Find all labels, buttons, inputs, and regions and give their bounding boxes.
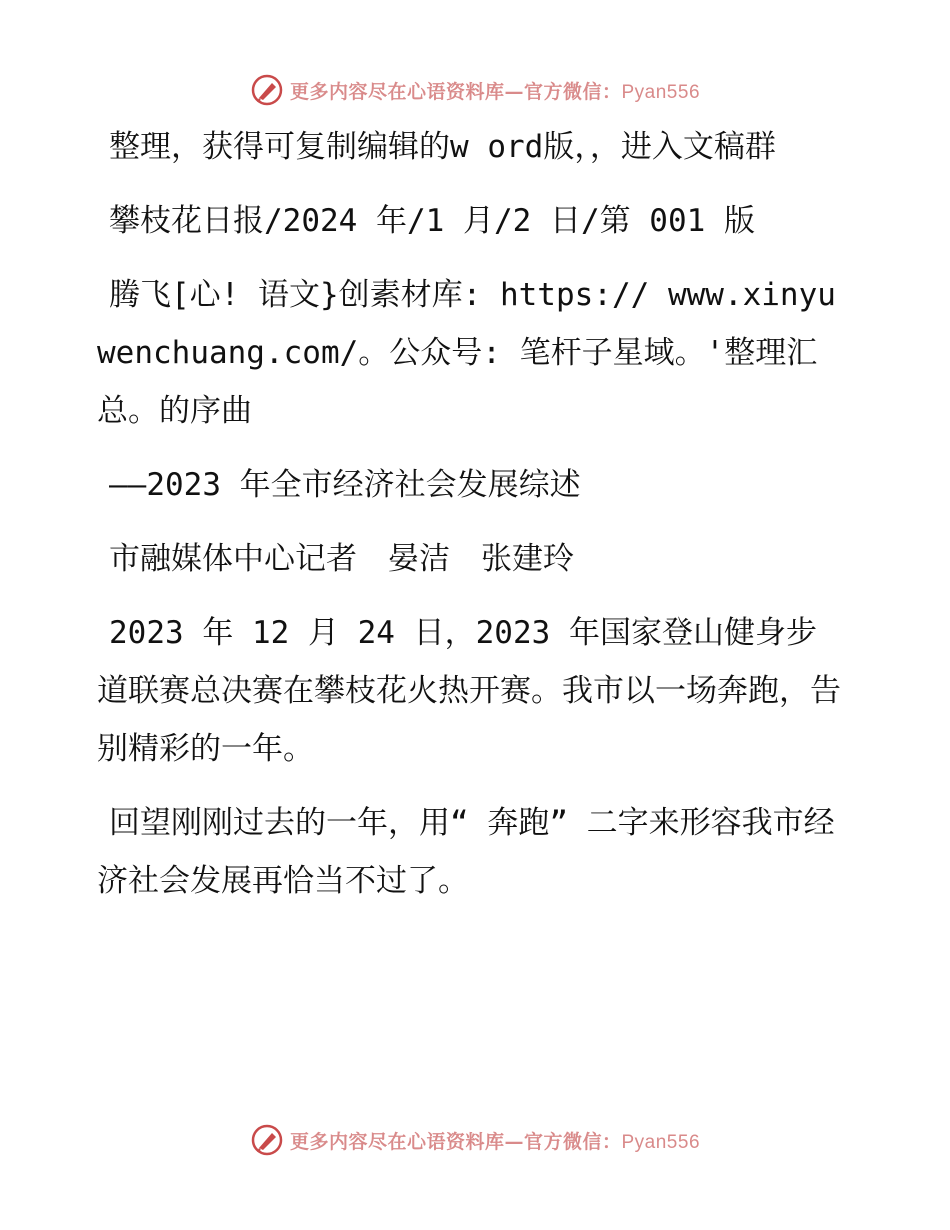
watermark-dash: — (504, 1130, 524, 1153)
watermark-contact-label: 官方微信： (523, 1130, 622, 1153)
document-body (97, 118, 842, 926)
paragraph-byline: 市融媒体中心记者 晏洁 张建玲 (109, 541, 574, 577)
watermark-text (290, 1127, 700, 1154)
watermark-contact-value: Pyan556 (621, 1131, 701, 1153)
paragraph-body-1: 2023 年 12 月 24 日，2023 年国家登山健身步道联赛总决赛在攀枝花火热开赛。我市以一场奔跑，告别精彩的一年。 (97, 615, 841, 767)
pen-logo-icon (250, 1123, 284, 1157)
paragraph-subtitle: ——2023 年全市经济社会发展综述 (109, 467, 581, 503)
watermark-text (290, 77, 700, 104)
watermark-dash: — (504, 80, 524, 103)
watermark-contact-label: 官方微信： (523, 80, 622, 103)
watermark-brand: 更多内容尽在心语资料库 (289, 1130, 505, 1153)
paragraph-intro: 整理，获得可复制编辑的w ord版，，进入文稿群 (109, 129, 776, 165)
paragraph-body-2: 回望刚刚过去的一年，用“ 奔跑” 二字来形容我市经济社会发展再恰当不过了。 (97, 805, 835, 899)
paragraph-source: 攀枝花日报/2024 年/1 月/2 日/第 001 版 (109, 203, 755, 239)
watermark-contact-value: Pyan556 (621, 81, 701, 103)
header-watermark (0, 70, 950, 110)
footer-watermark (0, 1120, 950, 1160)
watermark-brand: 更多内容尽在心语资料库 (289, 80, 505, 103)
pen-logo-icon (250, 73, 284, 107)
paragraph-material-library: 腾飞[心! 语文}创素材库: https:// www.xinyuwenchuang.com/。公众号: 笔杆子星域。'整理汇总。的序曲 (97, 277, 836, 429)
